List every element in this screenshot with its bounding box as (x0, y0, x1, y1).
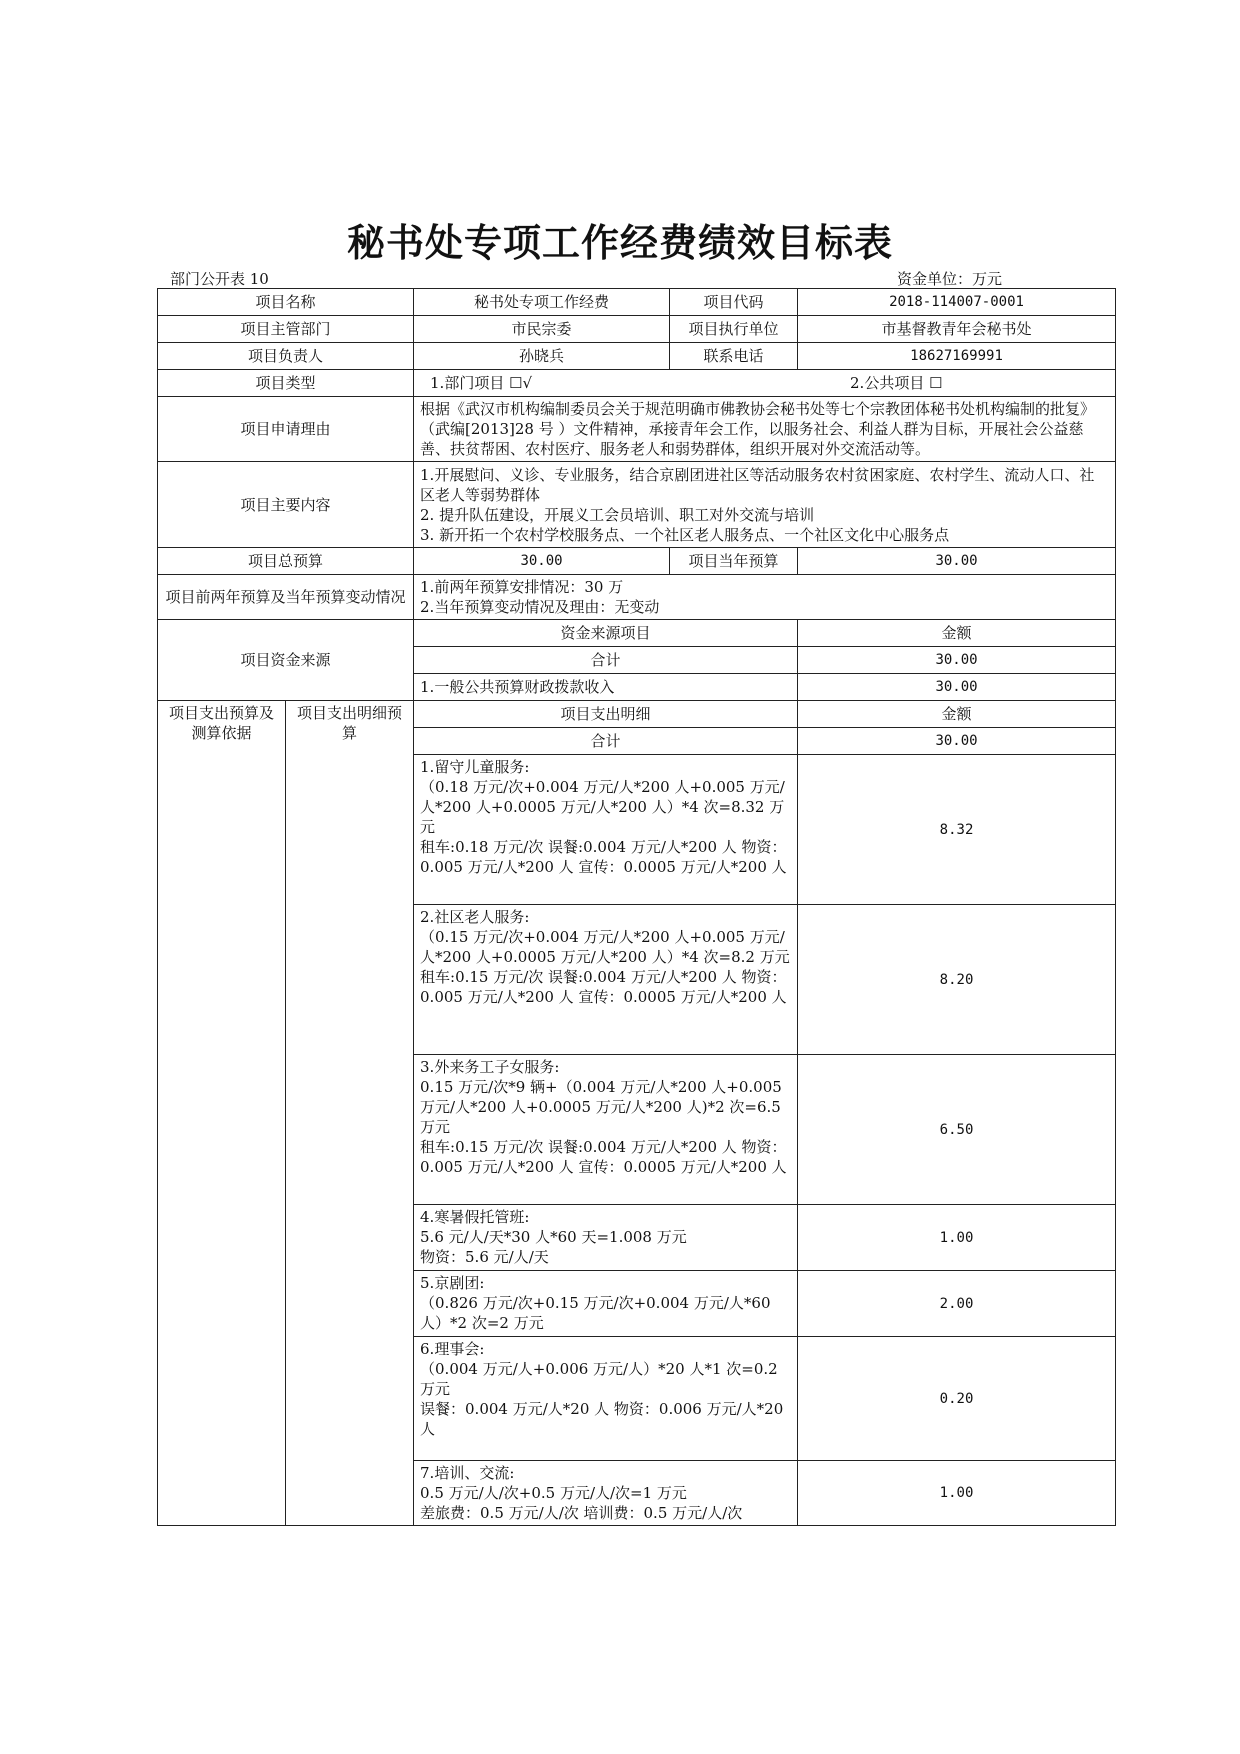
project-code-value: 2018-114007-0001 (798, 289, 1116, 316)
expense-item-text: 2.社区老人服务: （0.15 万元/次+0.004 万元/人*200 人+0.005 万元/人*200 人+0.0005 万元/人*200 人）*4 次=8.2 万元 租车:0.15 万元/次 误餐:0.004 万元/人*200 人 物资：0.005 万元/人*200 人 宣传：0.0005 万元/人*200 人 (414, 905, 798, 1055)
expense-item-text: 4.寒暑假托管班: 5.6 元/人/天*30 人*60 天=1.008 万元 物资：5.6 元/人/天 (414, 1205, 798, 1271)
reason-label: 项目申请理由 (158, 397, 414, 462)
expense-item-text: 7.培训、交流: 0.5 万元/人/次+0.5 万元/人/次=1 万元 差旅费：0.5 万元/人/次 培训费：0.5 万元/人/次 (414, 1461, 798, 1526)
content-item-3: 3. 新开拓一个农村学校服务点、一个社区老人服务点、一个社区文化中心服务点 (420, 525, 950, 544)
fund-sum-label: 合计 (414, 647, 798, 674)
exec-unit-value: 市基督教青年会秘书处 (798, 316, 1116, 343)
expense-sum-value: 30.00 (798, 728, 1116, 755)
expense-item-amount: 0.20 (798, 1337, 1116, 1461)
year-budget-label: 项目当年预算 (670, 548, 798, 575)
content-value (414, 462, 1116, 548)
performance-table (157, 288, 1116, 1526)
expense-item-amount: 8.20 (798, 905, 1116, 1055)
expense-item-amount: 2.00 (798, 1271, 1116, 1337)
expense-item-amount: 8.32 (798, 755, 1116, 905)
budget-change-value (414, 575, 1116, 620)
content-label: 项目主要内容 (158, 462, 414, 548)
reason-value: 根据《武汉市机构编制委员会关于规范明确市佛教协会秘书处等七个宗教团体秘书处机构编制的批复》（武编[2013]28 号 ）文件精神，承接青年会工作，以服务社会、利益人群为目标，开展社会公益慈善、扶贫帮困、农村医疗、服务老人和弱势群体，组织开展对外交流活动等。 (414, 397, 1116, 462)
type-options (414, 370, 1116, 397)
expense-item-amount: 1.00 (798, 1205, 1116, 1271)
expense-head-amount: 金额 (798, 701, 1116, 728)
expense-item-text: 6.理事会: （0.004 万元/人+0.006 万元/人）*20 人*1 次=0.2 万元 误餐：0.004 万元/人*20 人 物资：0.006 万元/人*20 人 (414, 1337, 798, 1461)
project-name-value: 秘书处专项工作经费 (414, 289, 670, 316)
fund-head-item: 资金来源项目 (414, 620, 798, 647)
expense-sum-label: 合计 (414, 728, 798, 755)
leader-label: 项目负责人 (158, 343, 414, 370)
project-name-label: 项目名称 (158, 289, 414, 316)
fund-item-1: 1.一般公共预算财政拨款收入 (414, 674, 798, 701)
expense-basis-label: 项目支出预算及测算依据 (158, 701, 286, 1526)
leader-value: 孙晓兵 (414, 343, 670, 370)
fund-head-amount: 金额 (798, 620, 1116, 647)
phone-value: 18627169991 (798, 343, 1116, 370)
content-item-1: 1.开展慰问、义诊、专业服务，结合京剧团进社区等活动服务农村贫困家庭、农村学生、流动人口、社区老人等弱势群体 (420, 465, 1095, 504)
dept-label: 项目主管部门 (158, 316, 414, 343)
expense-item-amount: 6.50 (798, 1055, 1116, 1205)
expense-detail-label: 项目支出明细预算 (286, 701, 414, 1526)
phone-label: 联系电话 (670, 343, 798, 370)
budget-change-label: 项目前两年预算及当年预算变动情况 (158, 575, 414, 620)
type-option-public: 2.公共项目 ☐ (850, 374, 943, 392)
expense-item-text: 3.外来务工子女服务: 0.15 万元/次*9 辆+（0.004 万元/人*200 人+0.005 万元/人*200 人+0.0005 万元/人*200 人)*2 次=6.5 万元 租车:0.15 万元/次 误餐:0.004 万元/人*200 人 物资：0.005 万元/人*200 人 宣传：0.0005 万元/人*200 人 (414, 1055, 798, 1205)
fund-sum-value: 30.00 (798, 647, 1116, 674)
currency-unit: 资金单位：万元 (897, 270, 1003, 288)
dept-value: 市民宗委 (414, 316, 670, 343)
total-budget-label: 项目总预算 (158, 548, 414, 575)
total-budget-value: 30.00 (414, 548, 670, 575)
expense-item-text: 1.留守儿童服务: （0.18 万元/次+0.004 万元/人*200 人+0.005 万元/人*200 人+0.0005 万元/人*200 人）*4 次=8.32 万元 租车:0.18 万元/次 误餐:0.004 万元/人*200 人 物资：0.005 万元/人*200 人 宣传：0.0005 万元/人*200 人 (414, 755, 798, 905)
fund-source-label: 项目资金来源 (158, 620, 414, 701)
type-label: 项目类型 (158, 370, 414, 397)
page-title: 秘书处专项工作经费绩效目标表 (346, 221, 893, 265)
budget-change-item-2: 2.当年预算变动情况及理由：无变动 (420, 598, 660, 616)
expense-item-text: 5.京剧团: （0.826 万元/次+0.15 万元/次+0.004 万元/人*60 人）*2 次=2 万元 (414, 1271, 798, 1337)
expense-head-item: 项目支出明细 (414, 701, 798, 728)
budget-change-item-1: 1.前两年预算安排情况：30 万 (420, 578, 624, 596)
year-budget-value: 30.00 (798, 548, 1116, 575)
exec-unit-label: 项目执行单位 (670, 316, 798, 343)
expense-item-amount: 1.00 (798, 1461, 1116, 1526)
table-number: 部门公开表 10 (170, 270, 269, 288)
type-option-department: 1.部门项目 ☐√ (430, 374, 533, 392)
fund-item-1-value: 30.00 (798, 674, 1116, 701)
project-code-label: 项目代码 (670, 289, 798, 316)
content-item-2: 2. 提升队伍建设，开展义工会员培训、职工对外交流与培训 (420, 505, 815, 524)
